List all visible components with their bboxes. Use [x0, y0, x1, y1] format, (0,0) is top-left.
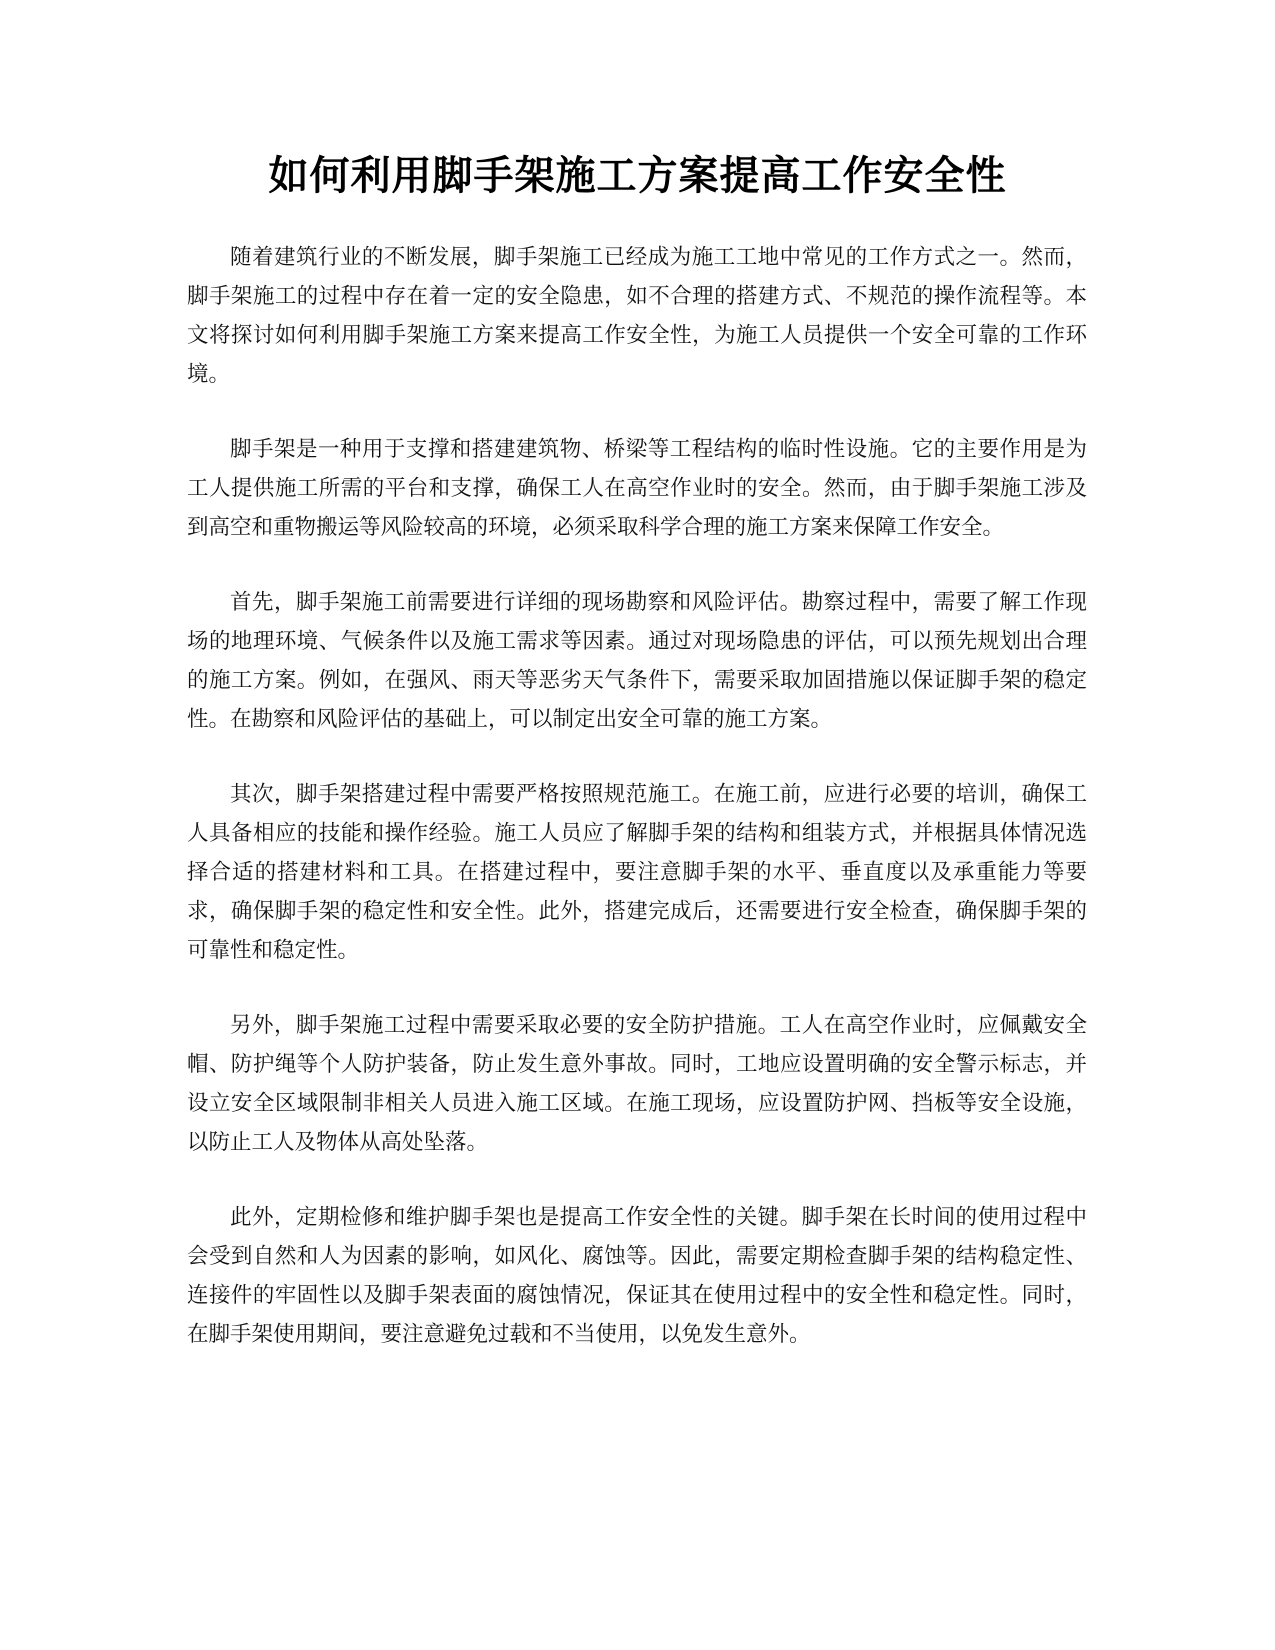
- document-title: 如何利用脚手架施工方案提高工作安全性: [268, 153, 1007, 199]
- paragraph-6: 此外，定期检修和维护脚手架也是提高工作安全性的关键。脚手架在长时间的使用过程中会受到自然和人为因素的影响，如风化、腐蚀等。因此，需要定期检查脚手架的结构稳定性、连接件的牢固性以及脚手架表面的腐蚀情况，保证其在使用过程中的安全性和稳定性。同时，在脚手架使用期间，要注意避免过载和不当使用，以免发生意外。: [187, 1205, 1087, 1347]
- paragraph-1: 随着建筑行业的不断发展，脚手架施工已经成为施工工地中常见的工作方式之一。然而，脚手架施工的过程中存在着一定的安全隐患，如不合理的搭建方式、不规范的操作流程等。本文将探讨如何利用脚手架施工方案来提高工作安全性，为施工人员提供一个安全可靠的工作环境。: [187, 245, 1087, 387]
- paragraph-4: 其次，脚手架搭建过程中需要严格按照规范施工。在施工前，应进行必要的培训，确保工人具备相应的技能和操作经验。施工人员应了解脚手架的结构和组装方式，并根据具体情况选择合适的搭建材料和工具。在搭建过程中，要注意脚手架的水平、垂直度以及承重能力等要求，确保脚手架的稳定性和安全性。此外，搭建完成后，还需要进行安全检查，确保脚手架的可靠性和稳定性。: [187, 782, 1087, 963]
- paragraph-2: 脚手架是一种用于支撑和搭建建筑物、桥梁等工程结构的临时性设施。它的主要作用是为工人提供施工所需的平台和支撑，确保工人在高空作业时的安全。然而，由于脚手架施工涉及到高空和重物搬运等风险较高的环境，必须采取科学合理的施工方案来保障工作安全。: [187, 437, 1087, 540]
- paragraph-3: 首先，脚手架施工前需要进行详细的现场勘察和风险评估。勘察过程中，需要了解工作现场的地理环境、气候条件以及施工需求等因素。通过对现场隐患的评估，可以预先规划出合理的施工方案。例如，在强风、雨天等恶劣天气条件下，需要采取加固措施以保证脚手架的稳定性。在勘察和风险评估的基础上，可以制定出安全可靠的施工方案。: [187, 590, 1087, 732]
- paragraph-5: 另外，脚手架施工过程中需要采取必要的安全防护措施。工人在高空作业时，应佩戴安全帽、防护绳等个人防护装备，防止发生意外事故。同时，工地应设置明确的安全警示标志，并设立安全区域限制非相关人员进入施工区域。在施工现场，应设置防护网、挡板等安全设施，以防止工人及物体从高处坠落。: [187, 1013, 1087, 1155]
- document-body: [187, 238, 1087, 1390]
